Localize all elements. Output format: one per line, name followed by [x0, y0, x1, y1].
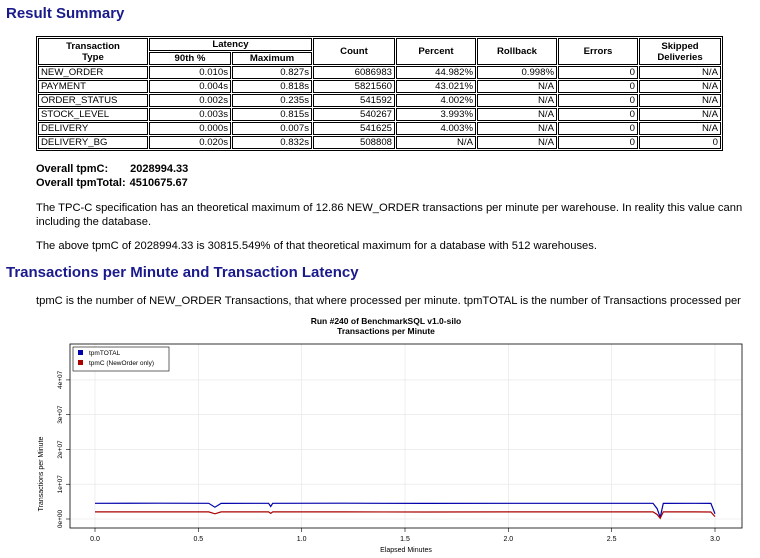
result-summary-table: [36, 36, 723, 151]
cell-rollback: N/A: [477, 122, 557, 135]
cell-percent: N/A: [396, 136, 476, 149]
cell-p90: 0.002s: [149, 94, 231, 107]
x-axis-label: Elapsed Minutes: [380, 547, 432, 554]
overall-tpmtotal-label: Overall tpmTotal:: [36, 177, 126, 189]
cell-max: 0.818s: [232, 80, 312, 93]
cell-percent: 4.002%: [396, 94, 476, 107]
cell-max: 0.235s: [232, 94, 312, 107]
chart-subtitle: Transactions per Minute: [337, 326, 435, 336]
table-row: [38, 80, 721, 93]
overall-tpmc: [36, 163, 188, 175]
cell-type: PAYMENT: [38, 80, 148, 93]
col-header-type: Transaction Type: [38, 38, 148, 65]
cell-type: DELIVERY: [38, 122, 148, 135]
cell-p90: 0.010s: [149, 66, 231, 79]
cell-count: 540267: [313, 108, 395, 121]
chart-legend: [73, 347, 169, 371]
cell-skipped: N/A: [639, 94, 721, 107]
cell-percent: 43.021%: [396, 80, 476, 93]
x-tick-label: 0.5: [193, 536, 204, 543]
cell-max: 0.007s: [232, 122, 312, 135]
col-header-percent: Percent: [396, 38, 476, 65]
cell-rollback: N/A: [477, 108, 557, 121]
cell-skipped: N/A: [639, 66, 721, 79]
tpcc-spec-paragraph-continued: including the database.: [36, 216, 152, 228]
cell-errors: 0: [558, 66, 638, 79]
cell-skipped: N/A: [639, 122, 721, 135]
tpcc-spec-paragraph: The TPC-C specification has an theoretical maximum of 12.86 NEW_ORDER transactions per minute per warehouse. In reality this value cann: [36, 202, 743, 214]
cell-count: 541625: [313, 122, 395, 135]
legend-label-tpmc: tpmC (NewOrder only): [89, 360, 155, 367]
legend-box: [73, 347, 169, 371]
cell-type: STOCK_LEVEL: [38, 108, 148, 121]
table-row: [38, 94, 721, 107]
cell-count: 508808: [313, 136, 395, 149]
cell-count: 5821560: [313, 80, 395, 93]
y-tick-label: 2e+07: [57, 440, 64, 459]
cell-rollback: N/A: [477, 80, 557, 93]
cell-skipped: N/A: [639, 108, 721, 121]
tpm-description-paragraph: tpmC is the number of NEW_ORDER Transactions, that where processed per minute. tpmTOTAL is the number of Transactions processed per: [36, 295, 741, 307]
overall-tpmc-value: 2028994.33: [130, 163, 189, 175]
cell-errors: 0: [558, 80, 638, 93]
chart-axes: [57, 370, 720, 543]
y-tick-label: 1e+07: [57, 475, 64, 494]
y-tick-label: 3e+07: [57, 405, 64, 424]
x-tick-label: 2.5: [606, 536, 617, 543]
overall-tpmtotal-value: 4510675.67: [129, 177, 188, 189]
col-header-count: Count: [313, 38, 395, 65]
x-tick-label: 0.0: [90, 536, 100, 543]
y-tick-label: 4e+07: [57, 370, 64, 390]
cell-rollback: 0.998%: [477, 66, 557, 79]
cell-skipped: N/A: [639, 80, 721, 93]
legend-label-tpmtotal: tpmTOTAL: [89, 350, 121, 357]
table-row: [38, 136, 721, 149]
cell-max: 0.827s: [232, 66, 312, 79]
col-header-max: Maximum: [232, 52, 312, 65]
col-header-p90: 90th %: [149, 52, 231, 65]
y-tick-label: 0e+00: [57, 509, 64, 529]
x-tick-label: 2.0: [503, 536, 514, 543]
tpm-heading: Transactions per Minute and Transaction Latency: [6, 264, 359, 281]
cell-p90: 0.020s: [149, 136, 231, 149]
cell-errors: 0: [558, 108, 638, 121]
cell-max: 0.832s: [232, 136, 312, 149]
cell-type: DELIVERY_BG: [38, 136, 148, 149]
table-row: [38, 66, 721, 79]
cell-p90: 0.003s: [149, 108, 231, 121]
overall-tpmtotal: [36, 177, 188, 189]
cell-rollback: N/A: [477, 136, 557, 149]
cell-type: ORDER_STATUS: [38, 94, 148, 107]
cell-percent: 3.993%: [396, 108, 476, 121]
cell-max: 0.815s: [232, 108, 312, 121]
chart-title: Run #240 of BenchmarkSQL v1.0-silo: [310, 316, 462, 326]
cell-percent: 4.003%: [396, 122, 476, 135]
chart-grid: [70, 344, 742, 528]
cell-errors: 0: [558, 122, 638, 135]
col-header-skipped: Skipped Deliveries: [639, 38, 721, 65]
result-summary-heading: Result Summary: [6, 5, 125, 22]
cell-skipped: 0: [639, 136, 721, 149]
x-tick-label: 1.0: [296, 536, 307, 543]
cell-errors: 0: [558, 94, 638, 107]
overall-tpmc-label: Overall tpmC:: [36, 163, 109, 175]
legend-swatch-tpmc: [78, 360, 83, 365]
col-header-rollback: Rollback: [477, 38, 557, 65]
cell-errors: 0: [558, 136, 638, 149]
y-axis-label: Transactions per Minute: [38, 436, 45, 512]
cell-rollback: N/A: [477, 94, 557, 107]
tpm-chart: [0, 314, 760, 558]
legend-swatch-tpmtotal: [78, 350, 83, 355]
col-header-latency: Latency: [149, 38, 312, 51]
cell-type: NEW_ORDER: [38, 66, 148, 79]
cell-p90: 0.004s: [149, 80, 231, 93]
plot-frame: [70, 344, 742, 528]
col-header-errors: Errors: [558, 38, 638, 65]
cell-percent: 44.982%: [396, 66, 476, 79]
x-tick-label: 3.0: [710, 536, 720, 543]
x-tick-label: 1.5: [400, 536, 410, 543]
table-row: [38, 122, 721, 135]
table-row: [38, 108, 721, 121]
cell-count: 6086983: [313, 66, 395, 79]
cell-p90: 0.000s: [149, 122, 231, 135]
tpmc-percent-paragraph: The above tpmC of 2028994.33 is 30815.549% of that theoretical maximum for a database with 512 warehouses.: [36, 240, 597, 252]
cell-count: 541592: [313, 94, 395, 107]
